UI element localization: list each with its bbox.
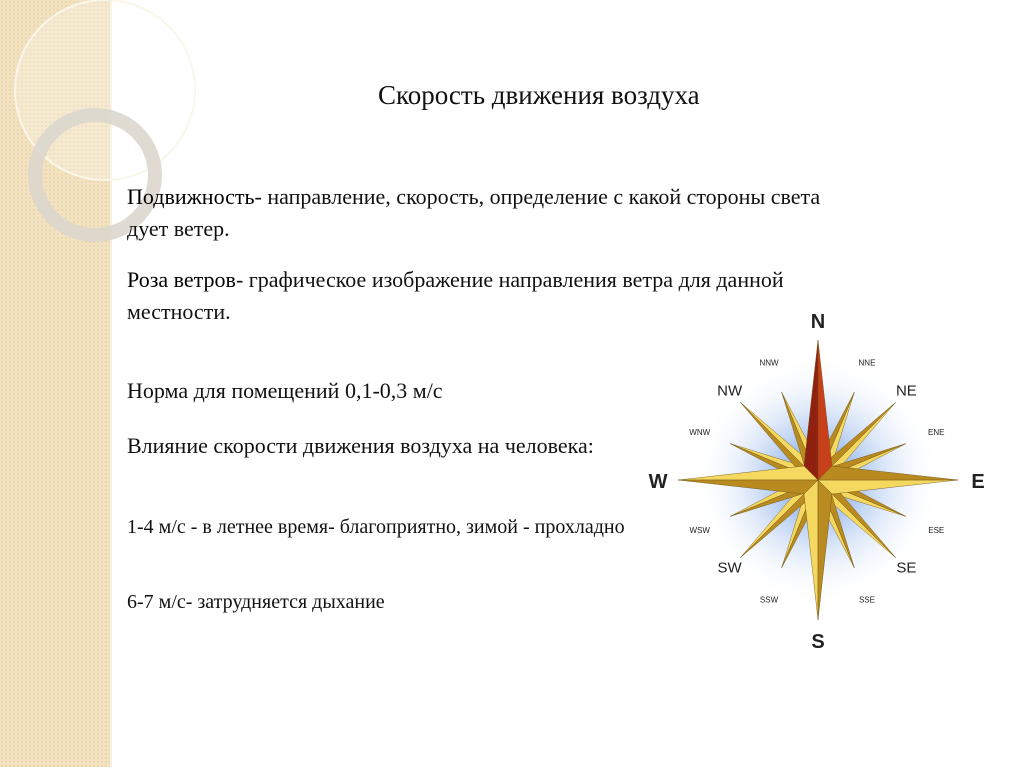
compass-label-ene: ENE — [928, 428, 945, 438]
mobility-text: - направление, скорость, определение с какой стороны света — [254, 184, 821, 209]
mobility-line2: дует ветер. — [127, 216, 230, 241]
influence-text: Влияние скорости движения воздуха на человека: — [127, 433, 594, 458]
decorative-sidebar — [0, 0, 112, 767]
compass-label-ese: ESE — [928, 525, 945, 535]
compass-label-nw: NW — [717, 382, 743, 400]
compass-label-sse: SSE — [858, 595, 875, 605]
term-wind-rose: Роза ветров — [127, 267, 236, 292]
wind-rose-image — [648, 311, 990, 653]
compass-label-ne: NE — [895, 382, 917, 400]
compass-label-wsw: WSW — [689, 525, 710, 535]
wind-rose-text: - графическое изображение направления ветра для данной — [235, 267, 784, 292]
item-6-7: 6-7 м/с- затрудняется дыхание — [127, 591, 385, 613]
norm-text: Норма для помещений 0,1-0,3 м/с — [127, 378, 443, 403]
item-1-4: 1-4 м/с - в летнее время- благоприятно, зимой - прохладно — [127, 516, 625, 538]
compass-label-nnw: NNW — [759, 358, 779, 368]
compass-label-w: W — [648, 471, 668, 493]
compass-label-se: SE — [896, 559, 917, 577]
compass-label-wnw: WNW — [689, 428, 711, 438]
compass-label-n: N — [810, 311, 826, 333]
wind-rose-line2: местности. — [127, 299, 231, 324]
decorative-circles — [0, 0, 110, 767]
paragraph-wind-rose — [127, 267, 784, 293]
compass-label-e: E — [971, 471, 985, 493]
compass-label-s: S — [811, 631, 825, 653]
slide-title: Скорость движения воздуха — [378, 80, 700, 110]
compass-label-nne: NNE — [858, 358, 876, 368]
term-mobility: Подвижность — [127, 184, 255, 209]
compass-label-ssw: SSW — [759, 595, 779, 605]
paragraph-mobility — [127, 184, 820, 210]
compass-label-sw: SW — [717, 559, 742, 577]
